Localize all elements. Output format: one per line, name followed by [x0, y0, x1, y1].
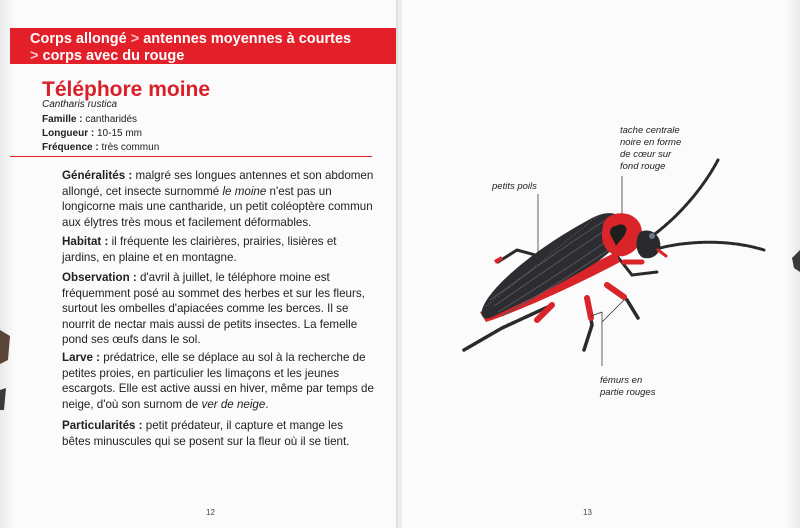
mandible — [658, 250, 666, 256]
category-breadcrumb — [30, 31, 390, 65]
page-number-right: 13 — [583, 508, 592, 517]
annotation-heart-spot: tache centrale noire en forme de cœur sur fond rouge — [620, 125, 682, 172]
eye — [649, 233, 655, 239]
annotation-femurs: fémurs en partie rouges — [600, 375, 656, 398]
length-label: Longueur : — [42, 128, 95, 139]
section-generalites: Généralités : malgré ses longues antennes et son abdomen allongé, cet insecte surnommé le moine n'est pas un longicorne mais une cantharide, un petit coléoptère commun aux élytres très mous et facilement déformables. — [62, 169, 374, 229]
femur-red — [587, 298, 591, 318]
breadcrumb-separator: > — [130, 31, 140, 47]
leg-front-right — [617, 256, 657, 275]
breadcrumb-separator: > — [30, 48, 39, 64]
breadcrumb-part-3: corps avec du rouge — [42, 48, 185, 64]
species-title: Téléphore moine — [42, 78, 211, 101]
antenna-lower — [660, 242, 764, 250]
head — [637, 230, 661, 258]
latin-name: Cantharis rustica — [42, 99, 118, 110]
frequency-value: très commun — [101, 142, 160, 153]
section-label: Habitat : — [62, 235, 109, 248]
section-label: Observation : — [62, 271, 137, 284]
frequency-line — [42, 142, 159, 153]
section-label: Généralités : — [62, 169, 133, 182]
breadcrumb-part-2: antennes moyennes à courtes — [143, 31, 352, 47]
length-value: 10-15 mm — [97, 128, 143, 139]
edge-illustration-fragment — [0, 330, 10, 410]
section-particularites: Particularités : petit prédateur, il capture et mange les bêtes minuscules qui se posent sur la fleur où il se tient. — [62, 419, 350, 448]
family-label: Famille : — [42, 114, 83, 125]
family-line — [42, 114, 137, 125]
breadcrumb-part-1: Corps allongé — [30, 31, 127, 47]
section-label: Larve : — [62, 351, 101, 364]
frequency-label: Fréquence : — [42, 142, 99, 153]
section-observation: Observation : d'avril à juillet, le téléphore moine est fréquemment posé au sommet des herbes et sur les fleurs, surtout les ombelles d'apiacées comme les berces. Il se nourrit de nectar mais aussi de petits insectes. La femelle pond ses œufs dans le sol. — [62, 271, 365, 346]
annotation-hairs: petits poils — [492, 181, 537, 192]
family-value: cantharidés — [85, 114, 138, 125]
section-label: Particularités : — [62, 419, 143, 432]
beetle-illustration — [402, 0, 800, 528]
section-habitat: Habitat : il fréquente les clairières, prairies, lisières et jardins, en plaine et en montagne. — [62, 235, 337, 264]
header-divider — [10, 156, 372, 157]
section-larve: Larve : prédatrice, elle se déplace au sol à la recherche de petites proies, en particulier les limaçons et les jeunes escargots. Elle est active aussi en hiver, même par temps de neige, d'où son surnom de ver de neige. — [62, 351, 374, 411]
length-line — [42, 128, 142, 139]
femur-red — [607, 285, 624, 297]
page-number-left: 12 — [206, 508, 215, 517]
